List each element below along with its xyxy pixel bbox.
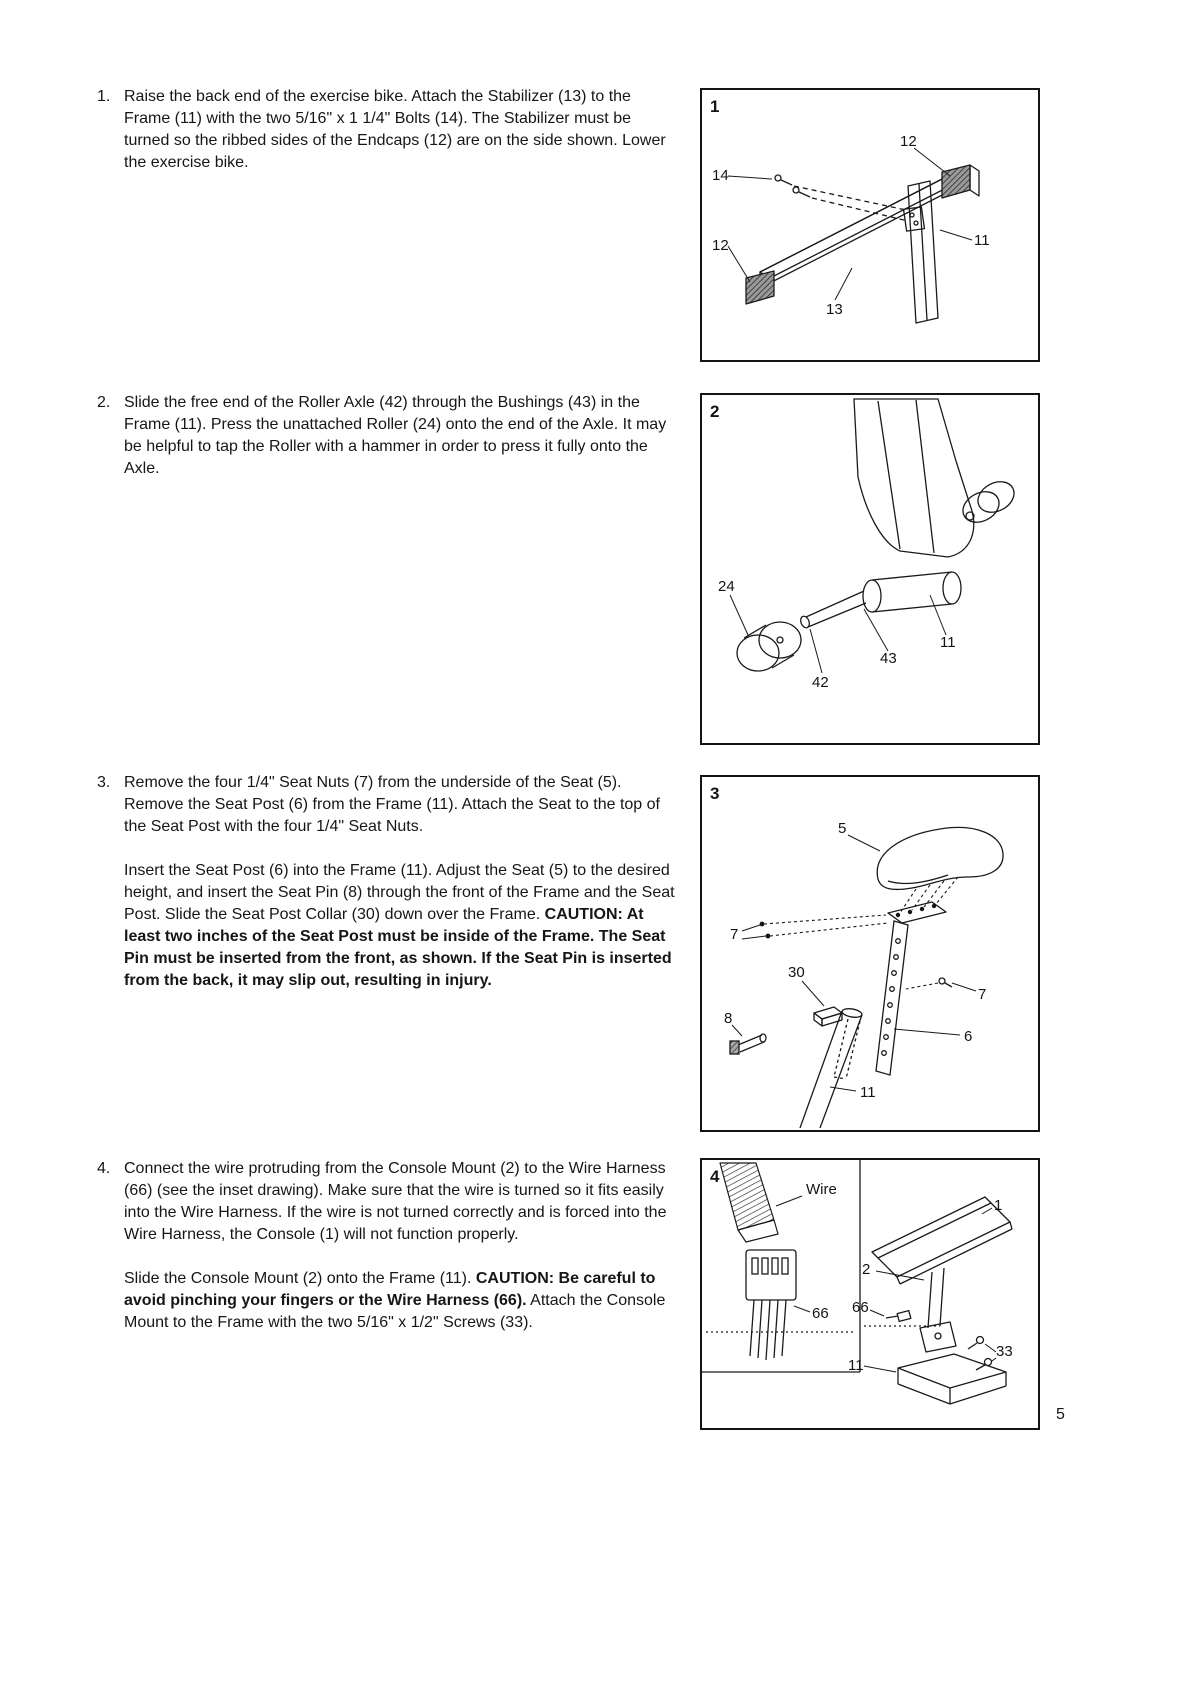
body-text: Remove the four 1/4" Seat Nuts (7) from the underside of the Seat (5). Remove the Seat Post (6) from the Frame (11). Attach the Seat to the top of the Seat Post with the four 1/4" Seat Nuts.: [124, 774, 660, 835]
console: [872, 1197, 1012, 1284]
body-text: Slide the free end of the Roller Axle (42) through the Bushings (43) in the Frame (11). Press the unattached Roller (24) onto the end of the Axle. It may be helpful to tap the Roller with a hammer in order to press it fully onto the Axle.: [124, 394, 667, 477]
step-number: 1.: [97, 88, 111, 105]
body-text: Slide the Console Mount (2) onto the Frame (11).: [124, 1270, 476, 1287]
stabilizer-assembly-drawing: [702, 90, 1038, 360]
callout-label: 5: [838, 820, 847, 837]
paragraph: [124, 392, 679, 480]
figure-2-roller-axle: [700, 393, 1040, 745]
seat-bracket: [888, 902, 946, 923]
callout-label: 7: [730, 926, 739, 943]
page-number: 5: [1056, 1406, 1065, 1423]
body-text: Attach the Console Mount to the Frame with the two 5/16" x 1/2" Screws (33).: [124, 1292, 666, 1331]
figure-number: 3: [710, 784, 720, 803]
stabilizer-bar: [746, 165, 979, 304]
inset-wire-label: Wire: [806, 1181, 837, 1198]
bolts: [775, 175, 908, 221]
callout-label: 42: [812, 674, 829, 691]
frame-base: [898, 1354, 1006, 1404]
callout-label: 7: [978, 986, 987, 1003]
callout-label: 43: [880, 650, 897, 667]
step-number: 2.: [97, 394, 111, 411]
body-text: Insert the Seat Post (6) into the Frame (11). Adjust the Seat (5) to the desired height, and insert the Seat Pin (8) through the front of the Frame and the Seat Post. Slide the Seat Post Collar (30) down over the Frame.: [124, 862, 675, 923]
callout-label: 13: [826, 301, 843, 318]
callout-label: 11: [848, 1357, 864, 1374]
roller-axle-drawing: [702, 395, 1038, 743]
frame-post: [904, 181, 938, 323]
callout-label: 14: [712, 167, 729, 184]
figure-number: 2: [710, 402, 720, 421]
callout-label: 2: [862, 1261, 871, 1278]
callout-label: 11: [860, 1084, 876, 1101]
callout-label: 12: [900, 133, 917, 150]
caution-text: CAUTION: At least two inches of the Seat Post must be inside of the Frame. The Seat Pin must be inserted from the front, as shown. If the Seat Pin is inserted from the back, it may slip out, resulting in injury.: [124, 906, 672, 989]
callout-label: 66: [812, 1305, 829, 1322]
paragraph: [124, 860, 679, 992]
callout-label: 6: [964, 1028, 973, 1045]
callout-label: 11: [940, 634, 956, 651]
step-1: [97, 86, 679, 196]
cut-lines: [706, 1326, 940, 1332]
step-number: 3.: [97, 774, 111, 791]
attached-roller: [958, 476, 1020, 529]
callout-label: 30: [788, 964, 805, 981]
figure-4-console-mount: [700, 1158, 1040, 1430]
figure-number: 1: [710, 97, 720, 116]
step-text: [124, 392, 679, 480]
callout-label: 33: [996, 1343, 1013, 1360]
figure-1-stabilizer: [700, 88, 1040, 362]
paragraph: [124, 1268, 679, 1334]
seat-post: [876, 921, 952, 1075]
figure-3-seat-post: [700, 775, 1040, 1132]
screws: [968, 1337, 992, 1371]
callout-label: 66: [852, 1299, 869, 1316]
console-mount-drawing: [702, 1160, 1038, 1428]
console-mount: [886, 1268, 956, 1352]
callout-label: 24: [718, 578, 735, 595]
bike-frame: [854, 399, 974, 557]
caution-text: CAUTION: Be careful to avoid pinching your fingers or the Wire Harness (66).: [124, 1270, 656, 1309]
loose-roller: [737, 622, 801, 671]
leader-lines: [794, 1208, 996, 1372]
wire-harness-connector: [746, 1250, 796, 1360]
seat: [877, 827, 1003, 889]
seat-post-drawing: [702, 777, 1038, 1130]
leader-lines: [732, 835, 976, 1091]
step-text: [124, 772, 679, 992]
callout-label: 11: [974, 232, 990, 249]
paragraph: [124, 772, 679, 838]
callout-label: 8: [724, 1010, 733, 1027]
axle-assembly: [799, 572, 961, 629]
paragraph: [124, 1158, 679, 1246]
leader-lines: [730, 595, 946, 673]
body-text: Connect the wire protruding from the Console Mount (2) to the Wire Harness (66) (see the inset drawing). Make sure that the wire is turned so it fits easily into the Wire Harness. If the wire is not turned correctly and is forced into the Wire Harness, the Console (1) will not function properly.: [124, 1160, 667, 1243]
wire-bundle: [720, 1163, 802, 1242]
paragraph: [124, 86, 679, 174]
step-number: 4.: [97, 1160, 111, 1177]
step-text: [124, 86, 679, 174]
body-text: Raise the back end of the exercise bike. Attach the Stabilizer (13) to the Frame (11) with the two 5/16" x 1 1/4" Bolts (14). The Stabilizer must be turned so the ribbed sides of the Endcaps (12) are on the side shown. Lower the exercise bike.: [124, 88, 666, 171]
figure-number: 4: [710, 1167, 720, 1186]
step-2: [97, 392, 679, 502]
step-3: [97, 772, 679, 1014]
frame-tube: [800, 1007, 863, 1128]
seat-pin: [730, 1034, 766, 1054]
step-text: [124, 1158, 679, 1334]
callout-label: 1: [994, 1197, 1003, 1214]
callout-label: 12: [712, 237, 729, 254]
step-4: [97, 1158, 679, 1356]
